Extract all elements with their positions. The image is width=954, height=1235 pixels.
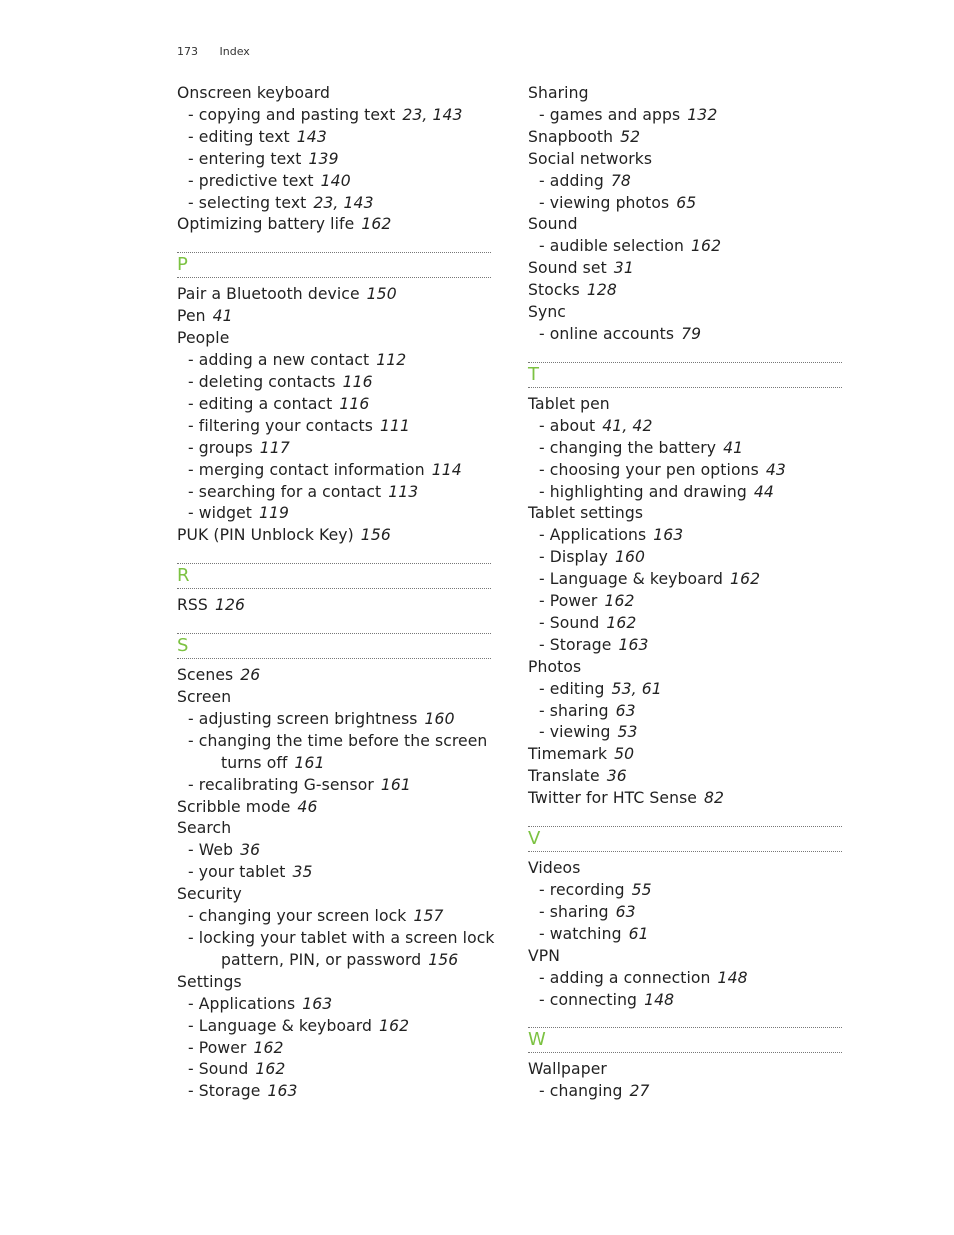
page-reference: 78: [610, 171, 631, 190]
index-entry: [177, 83, 491, 105]
index-entry: [528, 744, 842, 766]
page-reference: 35: [292, 863, 313, 882]
index-entry: [528, 1059, 842, 1081]
index-entry: [528, 394, 842, 416]
entry-label: - Display: [539, 548, 608, 567]
entry-label: Tablet settings: [528, 504, 644, 523]
entry-label: - Power: [188, 1038, 247, 1057]
entry-label: Pair a Bluetooth device: [177, 285, 360, 304]
index-subentry: [177, 503, 491, 525]
index-entry: [177, 972, 491, 994]
section-letter-v: V: [528, 826, 842, 852]
entry-label: Search: [177, 819, 232, 838]
index-subentry: [528, 902, 842, 924]
page-reference: 162: [606, 613, 637, 632]
index-subentry: [528, 547, 842, 569]
entry-label: - widget: [188, 504, 252, 523]
entry-label: - searching for a contact: [188, 482, 382, 501]
entry-label: - recalibrating G-sensor: [188, 775, 374, 794]
index-entry: [528, 766, 842, 788]
entry-label: - Storage: [188, 1082, 261, 1101]
index-entry: [177, 284, 491, 306]
page-reference: 128: [586, 281, 617, 300]
entry-label: - connecting: [539, 990, 638, 1009]
page-reference: 148: [644, 990, 675, 1009]
index-subentry: [177, 906, 491, 928]
index-subentry: [177, 193, 491, 215]
entry-label: - recording: [539, 881, 625, 899]
index-subentry: [177, 482, 491, 504]
page-reference: 65: [676, 193, 697, 212]
index-subentry: [177, 1016, 491, 1038]
index-subentry: [177, 149, 491, 171]
entry-label: Timemark: [528, 745, 608, 764]
page-reference: 162: [255, 1060, 286, 1079]
index-subentry: [177, 994, 491, 1016]
index-subentry-continuation: [177, 950, 491, 972]
section-letter-r: R: [177, 563, 491, 589]
entry-label: Translate: [528, 767, 600, 786]
page-reference: 163: [302, 994, 333, 1013]
entry-label: - changing: [539, 1082, 623, 1101]
index-entry: [528, 657, 842, 679]
page-reference: 117: [259, 438, 290, 457]
page-reference: 23, 143: [313, 193, 374, 212]
page-reference: 114: [431, 460, 462, 479]
entry-label: - Applications: [539, 526, 647, 545]
entry-label: PUK (PIN Unblock Key): [177, 526, 354, 545]
entry-label: Sync: [528, 303, 566, 322]
index-subentry: [528, 613, 842, 635]
page-reference: 26: [240, 666, 261, 685]
page-reference: 162: [379, 1016, 410, 1035]
entry-label: - predictive text: [188, 171, 314, 190]
entry-label: - changing your screen lock: [188, 907, 407, 926]
page-reference: 82: [704, 789, 725, 808]
page-header: [177, 45, 250, 58]
entry-label: - changing the battery: [539, 438, 717, 457]
index-entry: [528, 149, 842, 171]
index-subentry: [528, 1081, 842, 1103]
entry-label: Screen: [177, 688, 232, 707]
index-subentry: [177, 709, 491, 731]
page-reference: 161: [380, 775, 411, 794]
entry-label: Scribble mode: [177, 797, 291, 816]
section-letter-p: P: [177, 252, 491, 278]
entry-label: - filtering your contacts: [188, 416, 373, 435]
page-reference: 63: [615, 701, 636, 720]
index-entry: [177, 595, 491, 617]
index-subentry: [177, 840, 491, 862]
page-reference: 163: [653, 526, 684, 545]
page-reference: 140: [320, 171, 351, 190]
index-subentry: [528, 416, 842, 438]
page-reference: 156: [360, 526, 391, 545]
page-reference: 116: [342, 372, 373, 391]
index-subentry: [177, 1059, 491, 1081]
entry-label: - highlighting and drawing: [539, 482, 747, 501]
entry-label: - your tablet: [188, 863, 286, 882]
entry-label: - adding a connection: [539, 968, 711, 987]
section-letter-w: W: [528, 1027, 842, 1053]
page-reference: 162: [253, 1038, 284, 1057]
page-reference: 157: [413, 907, 444, 926]
page-number: 173: [177, 45, 198, 58]
page-reference: 53, 61: [611, 679, 662, 698]
index-subentry-continuation: [177, 753, 491, 775]
entry-label: - viewing: [539, 723, 611, 742]
index-subentry: [528, 105, 842, 127]
index-subentry: [528, 525, 842, 547]
page-reference: 111: [379, 416, 411, 435]
page-reference: 41: [723, 438, 744, 457]
page-reference: 61: [628, 924, 649, 943]
page-reference: 31: [613, 259, 634, 278]
entry-label: RSS: [177, 596, 208, 615]
index-subentry: [528, 569, 842, 591]
index-subentry: [177, 731, 491, 753]
index-subentry: [528, 880, 842, 902]
entry-label: - groups: [188, 438, 253, 457]
index-subentry: [177, 372, 491, 394]
index-subentry: [528, 193, 842, 215]
index-subentry: [177, 460, 491, 482]
entry-label: - sharing: [539, 902, 609, 921]
index-entry: [177, 818, 491, 840]
index-subentry: [177, 350, 491, 372]
page-reference: 156: [428, 950, 459, 969]
entry-label: - editing: [539, 679, 605, 698]
index-subentry: [528, 482, 842, 504]
section-letter-t: T: [528, 362, 842, 388]
page-reference: 162: [604, 592, 635, 611]
entry-label: - copying and pasting text: [188, 105, 396, 124]
entry-label: pattern, PIN, or password: [221, 950, 422, 969]
entry-label: Tablet pen: [528, 394, 610, 413]
entry-label: - adding: [539, 171, 604, 190]
section-letter-s: S: [177, 633, 491, 659]
page-reference: 113: [388, 482, 419, 501]
page-reference: 112: [376, 351, 407, 370]
entry-label: - Language & keyboard: [188, 1016, 373, 1035]
page-reference: 162: [730, 570, 761, 589]
entry-label: - Sound: [188, 1060, 249, 1079]
entry-label: VPN: [528, 946, 561, 965]
page-reference: 36: [240, 841, 261, 860]
index-entry: [177, 687, 491, 709]
index-subentry: [528, 701, 842, 723]
index-entry: [528, 946, 842, 968]
entry-label: - Language & keyboard: [539, 570, 724, 589]
entry-label: Scenes: [177, 666, 234, 685]
page-reference: 23, 143: [402, 105, 463, 124]
index-subentry: [177, 394, 491, 416]
index-subentry: [528, 924, 842, 946]
entry-label: Wallpaper: [528, 1060, 607, 1079]
entry-label: Snapbooth: [528, 127, 614, 146]
page-reference: 143: [296, 127, 327, 146]
index-entry: [177, 797, 491, 819]
entry-label: Sharing: [528, 84, 589, 102]
entry-label: Stocks: [528, 281, 580, 300]
page-reference: 36: [606, 767, 627, 786]
entry-label: - merging contact information: [188, 460, 425, 479]
entry-label: - deleting contacts: [188, 372, 336, 391]
entry-label: Pen: [177, 307, 206, 326]
entry-label: Twitter for HTC Sense: [528, 789, 697, 808]
index-entry: [528, 258, 842, 280]
index-subentry: [177, 862, 491, 884]
page-reference: 162: [361, 215, 392, 234]
page-reference: 63: [615, 902, 636, 921]
page-reference: 163: [618, 635, 649, 654]
page-reference: 148: [717, 968, 748, 987]
index-entry: [528, 302, 842, 324]
index-column-right: [528, 83, 842, 1103]
page-reference: 55: [631, 881, 652, 899]
entry-label: - sharing: [539, 701, 609, 720]
index-subentry: [528, 171, 842, 193]
entry-label: - about: [539, 416, 596, 435]
index-entry: [528, 788, 842, 810]
entry-label: Onscreen keyboard: [177, 84, 330, 102]
index-entry: [177, 884, 491, 906]
index-entry: [177, 214, 491, 236]
entry-label: - changing the time before the screen: [188, 731, 488, 750]
index-subentry: [177, 775, 491, 797]
page-reference: 132: [687, 105, 718, 124]
index-subentry: [528, 438, 842, 460]
index-entry: [528, 83, 842, 105]
entry-label: - editing text: [188, 127, 290, 146]
index-entry: [528, 127, 842, 149]
page-reference: 43: [765, 460, 786, 479]
entry-label: Photos: [528, 657, 582, 676]
index-column-left: [177, 83, 495, 1103]
index-subentry: [528, 324, 842, 346]
index-subentry: [528, 236, 842, 258]
entry-label: - Storage: [539, 635, 612, 654]
index-subentry: [528, 722, 842, 744]
index-subentry: [177, 438, 491, 460]
page-reference: 50: [614, 745, 635, 764]
index-entry: [528, 503, 842, 525]
entry-label: - Applications: [188, 994, 296, 1013]
entry-label: - selecting text: [188, 193, 307, 212]
index-subentry: [177, 127, 491, 149]
index-entry: [177, 525, 491, 547]
page-reference: 161: [294, 753, 325, 772]
index-subentry: [177, 928, 495, 950]
entry-label: - online accounts: [539, 324, 675, 343]
page-reference: 150: [366, 285, 397, 304]
entry-label: - adding a new contact: [188, 351, 370, 370]
index-entry: [528, 214, 842, 236]
page-reference: 27: [629, 1082, 650, 1101]
entry-label: - watching: [539, 924, 622, 943]
page-reference: 160: [424, 709, 455, 728]
index-entry: [177, 328, 491, 350]
index-subentry: [177, 1081, 491, 1103]
entry-label: - Web: [188, 841, 234, 860]
index-subentry: [528, 679, 842, 701]
index-subentry: [177, 171, 491, 193]
index-subentry: [528, 591, 842, 613]
page-reference: 160: [614, 548, 646, 567]
entry-label: - choosing your pen options: [539, 460, 759, 479]
entry-label: People: [177, 329, 230, 348]
page-reference: 163: [267, 1082, 298, 1101]
page-reference: 41, 42: [602, 416, 653, 435]
index-subentry: [528, 635, 842, 657]
entry-label: - Sound: [539, 613, 600, 632]
index-entry: [528, 858, 842, 880]
entry-label: Social networks: [528, 149, 653, 168]
page-reference: 44: [753, 482, 774, 501]
page-reference: 46: [297, 797, 318, 816]
page-reference: 162: [691, 237, 722, 256]
page-reference: 119: [258, 504, 290, 523]
entry-label: - games and apps: [539, 105, 681, 124]
entry-label: - audible selection: [539, 237, 685, 256]
page-reference: 126: [214, 596, 246, 615]
index-subentry: [177, 1038, 491, 1060]
page-reference: 41: [212, 307, 233, 326]
entry-label: - Power: [539, 592, 598, 611]
entry-label: - adjusting screen brightness: [188, 709, 418, 728]
entry-label: - locking your tablet with a screen lock: [188, 929, 495, 947]
entry-label: Optimizing battery life: [177, 215, 355, 234]
page-reference: 52: [620, 127, 641, 146]
entry-label: - entering text: [188, 149, 302, 168]
entry-label: Sound: [528, 215, 578, 234]
page-reference: 139: [308, 149, 339, 168]
section-title: Index: [219, 45, 250, 58]
page-reference: 53: [617, 723, 638, 742]
entry-label: Sound set: [528, 259, 607, 278]
index-subentry: [528, 968, 842, 990]
index-subentry: [177, 416, 491, 438]
index-entry: [528, 280, 842, 302]
entry-label: Security: [177, 885, 242, 904]
index-entry: [177, 665, 491, 687]
index-subentry: [528, 460, 842, 482]
entry-label: - editing a contact: [188, 394, 333, 413]
page-reference: 79: [681, 324, 702, 343]
index-entry: [177, 306, 491, 328]
entry-label: - viewing photos: [539, 193, 670, 212]
entry-label: turns off: [221, 753, 288, 772]
index-subentry: [177, 105, 491, 127]
entry-label: Settings: [177, 972, 242, 991]
entry-label: Videos: [528, 859, 581, 878]
index-subentry: [528, 990, 842, 1012]
page-reference: 116: [339, 394, 370, 413]
